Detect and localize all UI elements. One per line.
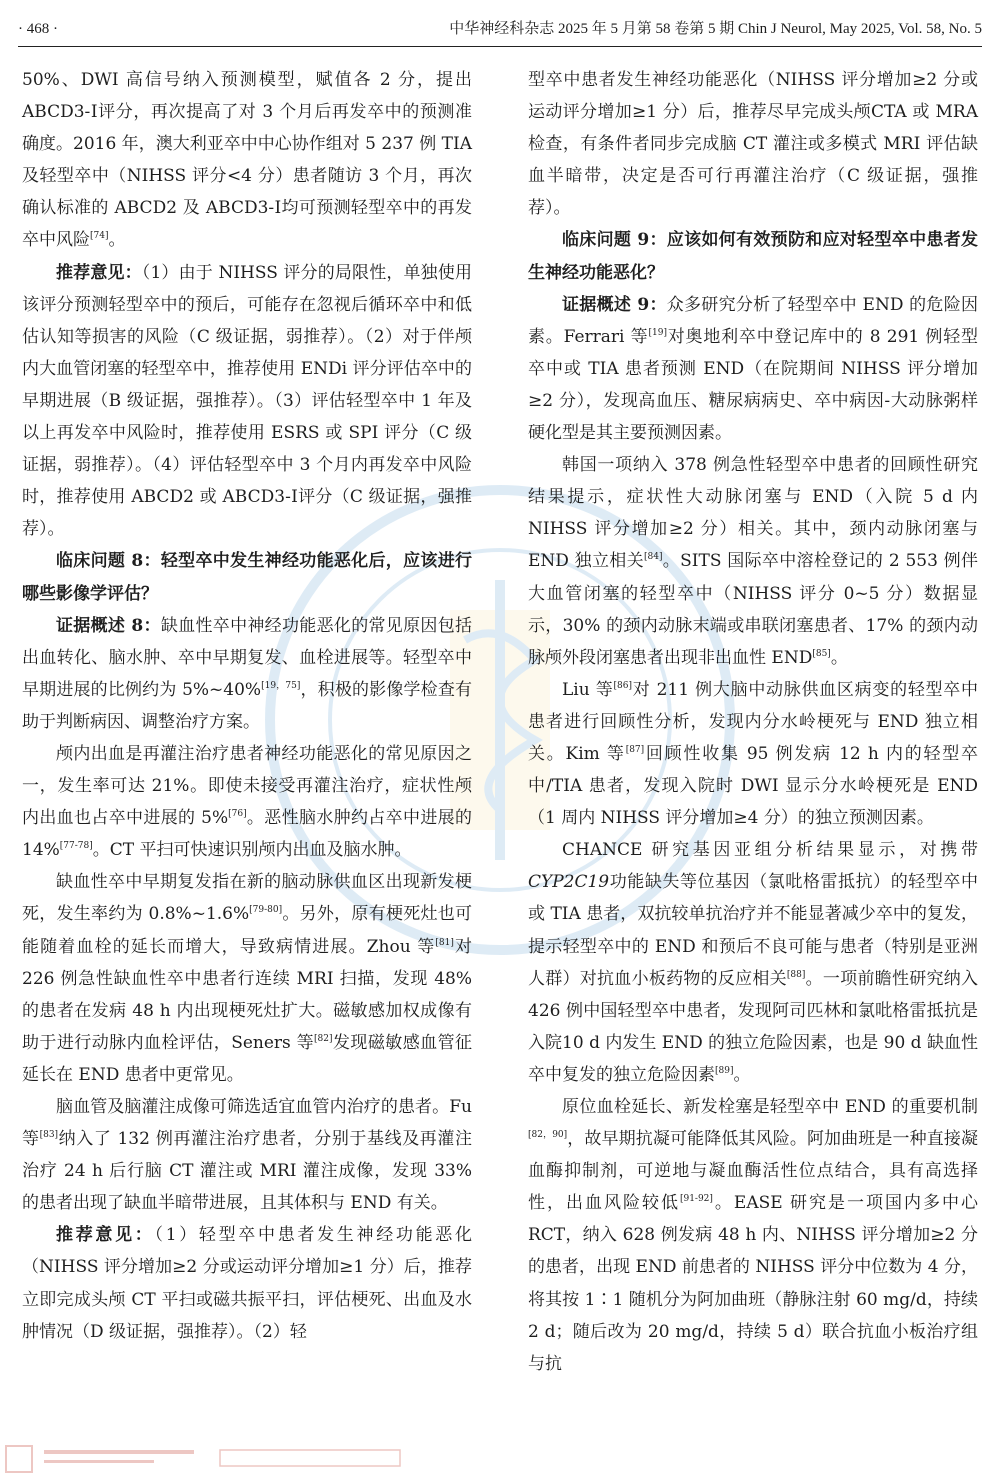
paragraph-watershed: Liu 等[86]对 211 例大脑中动脉供血区病变的轻型卒中患者进行回顾性分析，发现内分水岭梗死与 END 独立相关。Kim 等[87]回顾性收集 95 例发病 12 h 内的轻型卒中/TIA 患者，发现入院时 DWI 显示分水岭梗死是 END（1 周内 NIHSS 评分增加≥4 分）的独立预测因素。 <box>528 679 978 829</box>
page-number: · 468 · <box>18 21 58 37</box>
right-column <box>528 64 978 1380</box>
clinical-question-8: 临床问题 8：轻型卒中发生神经功能恶化后，应该进行哪些影像学评估？ <box>22 551 472 604</box>
paragraph-abcd3: 50%、DWI 高信号纳入预测模型，赋值各 2 分，提出ABCD3-Ⅰ评分，再次提高了对 3 个月后再发卒中的预测准确度。2016 年，澳大利亚卒中中心协作组对 5 237 例 TIA 及轻型卒中（NIHSS 评分<4 分）患者随访 3 个月，再次确认标准的 ABCD2 及 ABCD3-Ⅰ均可预测轻型卒中的再发卒中风险[74]。 <box>22 70 472 251</box>
evidence-summary-8: 证据概述 8：缺血性卒中神经功能恶化的常见原因包括出血转化、脑水肿、卒中早期复发、血栓进展等。轻型卒中早期进展的比例约为 5%~40%[19，75]，积极的影像学检查有助于判断病因、调整治疗方案。 <box>22 615 473 732</box>
recommendation-2: 推荐意见：（1）轻型卒中患者发生神经功能恶化（NIHSS 评分增加≥2 分或运动评分增加≥1 分）后，推荐立即完成头颅 CT 平扫或磁共振平扫，评估梗死、出血及水肿情况（D 级证据，强推荐）。（2）轻 <box>22 1225 472 1342</box>
paragraph-argatroban: 原位血栓延长、新发栓塞是轻型卒中 END 的重要机制[82，90]，故早期抗凝可能降低其风险。阿加曲班是一种直接凝血酶抑制剂，可逆地与凝血酶活性位点结合，具有高选择性，出血风险较低[91-92]。EASE 研究是一项国内多中心 RCT，纳入 628 例发病 48 h 内、NIHSS 评分增加≥2 分的患者，出现 END 前患者的 NIHSS 评分中位数为 4 分，将其按 1∶1 随机分为阿加曲班（静脉注射 60 mg/d，持续 2 d；随后改为 20 mg/d，持续 5 d）联合抗血小板治疗组与抗 <box>528 1097 978 1374</box>
header-divider <box>18 46 982 47</box>
left-column <box>22 64 472 1348</box>
journal-citation: 中华神经科杂志 2025 年 5 月第 58 卷第 5 期 Chin J Neurol, May 2025, Vol. 58, No. 5 <box>449 21 982 37</box>
paragraph-korea-study: 韩国一项纳入 378 例急性轻型卒中患者的回顾性研究结果提示，症状性大动脉闭塞与 END（入院 5 d 内 NIHSS 评分增加≥2 分）相关。其中，颈内动脉闭塞与 END 独立相关[84]。SITS 国际卒中溶栓登记的 2 553 例伴大血管闭塞的轻型卒中（NIHSS 评分 0~5 分）数据显示，30% 的颈内动脉末端或串联闭塞患者、17% 的颈内动脉颅外段闭塞患者出现非出血性 END[85]。 <box>528 455 978 668</box>
paragraph-early-recurrence: 缺血性卒中早期复发指在新的脑动脉供血区出现新发梗死，发生率约为 0.8%~1.6%[79-80]。另外，原有梗死灶也可能随着血栓的延长而增大，导致病情进展。Zhou 等[81]对 226 例急性缺血性卒中患者行连续 MRI 扫描，发现 48% 的患者在发病 48 h 内出现梗死灶扩大。磁敏感加权成像有助于进行动脉内血栓评估，Seners 等[82]发现磁敏感血管征延长在 END 患者中更常见。 <box>22 872 473 1085</box>
recommendation-2-continued: 型卒中患者发生神经功能恶化（NIHSS 评分增加≥2 分或运动评分增加≥1 分）后，推荐尽早完成头颅CTA 或 MRA 检查，有条件者同步完成脑 CT 灌注或多模式 MRI 评估缺血半暗带，决定是否可行再灌注治疗（C 级证据，强推荐）。 <box>528 70 978 219</box>
paragraph-intracranial-hemorrhage: 颅内出血是再灌注治疗患者神经功能恶化的常见原因之一，发生率可达 21%。即使未接受再灌注治疗，症状性颅内出血也占卒中进展的 5%[76]。恶性脑水肿约占卒中进展的 14%[77-78]。CT 平扫可快速识别颅内出血及脑水肿。 <box>22 743 473 861</box>
recommendation-lead: 推荐意见： <box>56 262 142 283</box>
paragraph-perfusion-imaging: 脑血管及脑灌注成像可筛选适宜血管内治疗的患者。Fu 等[83]纳入了 132 例再灌注治疗患者，分别于基线及再灌注治疗 24 h 后行脑 CT 灌注或 MRI 灌注成像，发现 33% 的患者出现了缺血半暗带进展，且其体积与 END 有关。 <box>22 1097 472 1214</box>
page-header <box>18 12 982 46</box>
evidence-summary-9: 证据概述 9：众多研究分析了轻型卒中 END 的危险因素。Ferrari 等[19]对奥地利卒中登记库中的 8 291 例轻型卒中或 TIA 患者预测 END（在院期间 NIHSS 评分增加≥2 分），发现高血压、糖尿病病史、卒中病因-大动脉粥样硬化型是其主要预测因素。 <box>528 294 978 444</box>
publisher-footer-stamp <box>0 1442 420 1476</box>
recommendation-1: 推荐意见：（1）由于 NIHSS 评分的局限性，单独使用该评分预测轻型卒中的预后，可能存在忽视后循环卒中和低估认知等损害的风险（C 级证据，弱推荐）。（2）对于伴颅内大血管闭塞的轻型卒中，推荐使用 ENDi 评分评估卒中的早期进展（B 级证据，强推荐）。（3）评估轻型卒中 1 年及以上再发卒中风险时，推荐使用 ESRS 或 SPI 评分（C 级证据，弱推荐）。（4）评估轻型卒中 3 个月内再发卒中风险时，推荐使用 ABCD2 或 ABCD3-Ⅰ评分（C 级证据，强推荐）。 <box>22 262 472 540</box>
paragraph-chance-study: CHANCE 研究基因亚组分析结果显示，对携带CYP2C19功能缺失等位基因（氯吡格雷抵抗）的轻型卒中或 TIA 患者，双抗较单抗治疗并不能显著减少卒中的复发，提示轻型卒中的 END 和预后不良可能与患者（特别是亚洲人群）对抗血小板药物的反应相关[88]。一项前瞻性研究纳入 426 例中国轻型卒中患者，发现阿司匹林和氯吡格雷抵抗是入院10 d 内发生 END 的独立危险因素，也是 90 d 缺血性卒中复发的独立危险因素[89]。 <box>528 840 979 1085</box>
clinical-question-9: 临床问题 9：应该如何有效预防和应对轻型卒中患者发生神经功能恶化？ <box>528 230 978 283</box>
